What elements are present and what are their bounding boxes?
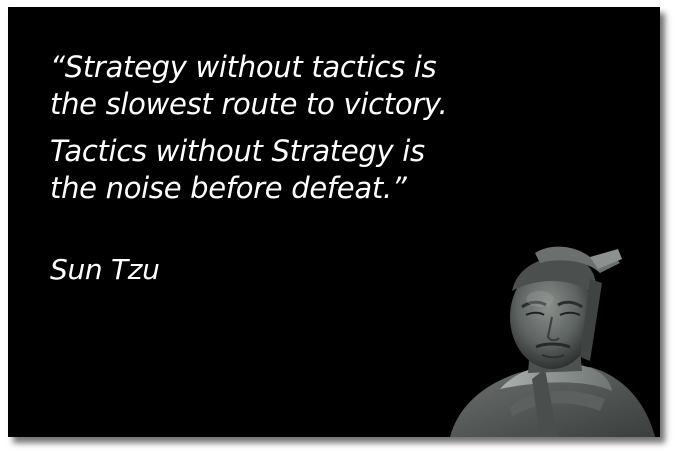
quote-line: the slowest route to victory. — [50, 87, 448, 121]
terracotta-warrior-statue-icon — [440, 239, 660, 437]
quote-line: Tactics without Strategy is — [50, 134, 425, 168]
quote-line: “Strategy without tactics is — [50, 50, 437, 84]
quote-card — [8, 7, 660, 437]
quote-text — [50, 49, 447, 207]
quote-line: the noise before defeat.” — [50, 171, 407, 205]
quote-author: Sun Tzu — [50, 253, 160, 286]
